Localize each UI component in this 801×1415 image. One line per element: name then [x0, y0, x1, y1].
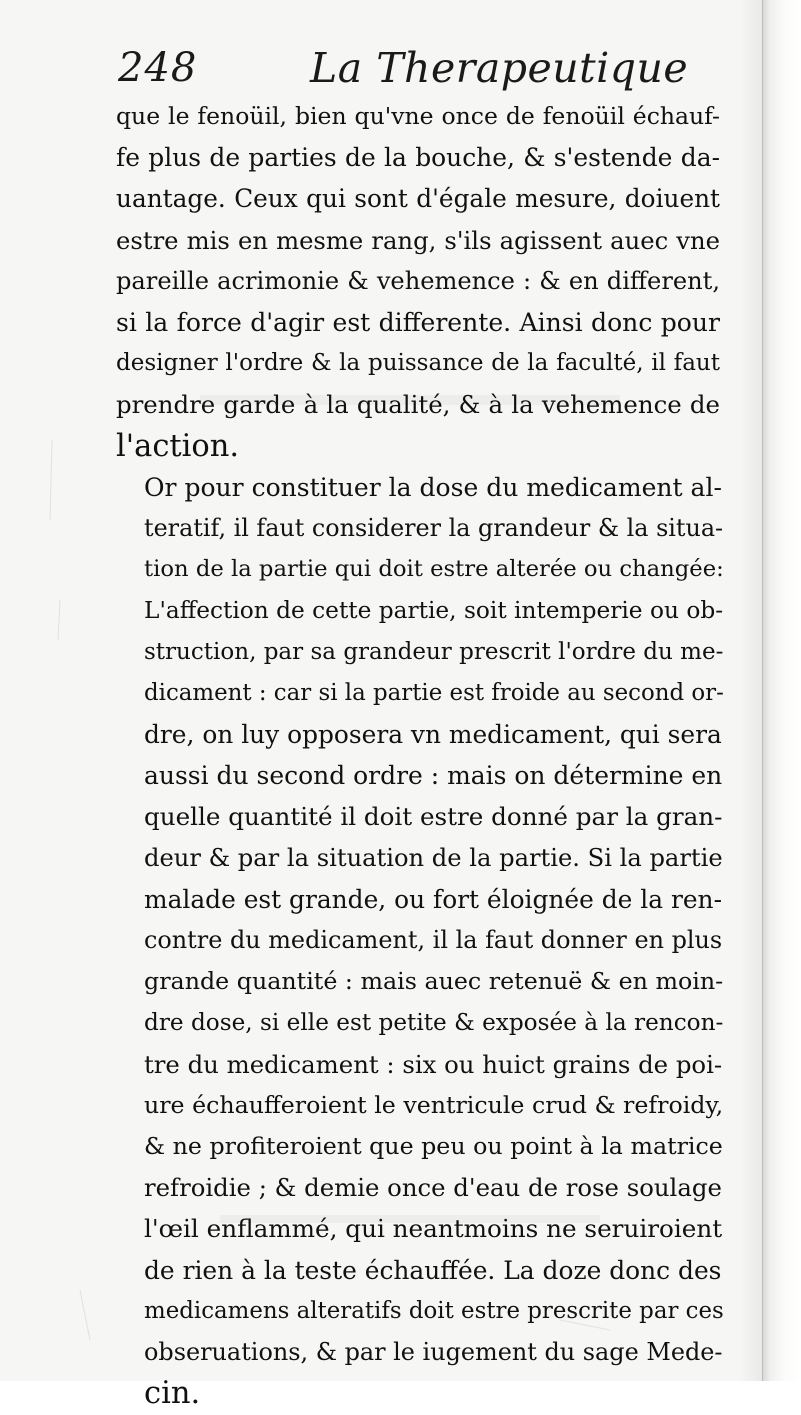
text-line: fe plus de parties de la bouche, & s'estende da-	[116, 143, 720, 173]
text-line: l'œil enflammé, qui neantmoins ne seruiroient	[144, 1214, 723, 1244]
text-line: L'affection de cette partie, soit intemperie ou ob-	[144, 597, 724, 625]
text-line: teratif, il faut considerer la grandeur & la situa-	[144, 514, 724, 543]
text-line: dre dose, si elle est petite & exposée à la rencon-	[144, 1009, 724, 1037]
text-line: & ne profiteroient que peu ou point à la matrice	[144, 1132, 723, 1161]
text-line: medicamens alteratifs doit estre prescrite par ces	[144, 1297, 724, 1324]
text-line: de rien à la teste échauffée. La doze donc des	[144, 1255, 722, 1285]
running-title: La Therapeutique	[310, 44, 689, 92]
paragraph-2	[116, 467, 724, 1415]
text-line: pareille acrimonie & vehemence : & en different,	[116, 266, 720, 295]
text-line: dicament : car si la partie est froide au second or-	[144, 679, 724, 706]
text-line: grande quantité : mais auec retenuë & en moin-	[144, 967, 724, 996]
text-line: tre du medicament : six ou huict grains de poi-	[144, 1049, 723, 1079]
text-line: quelle quantité il doit estre donné par la gran-	[144, 802, 723, 832]
text-line: Or pour constituer la dose du medicament al-	[144, 472, 722, 502]
page-edge	[762, 0, 801, 1381]
text-line: que le fenoüil, bien qu'vne once de fenoüil échauf-	[116, 102, 720, 130]
text-line: estre mis en mesme rang, s'ils agissent auec vne	[116, 225, 720, 255]
text-line: designer l'ordre & la puissance de la faculté, il faut	[116, 350, 720, 377]
page-header	[118, 42, 718, 94]
gutter-shadow	[740, 0, 764, 1381]
text-line: uantage. Ceux qui sont d'égale mesure, doiuent	[116, 184, 720, 214]
text-line: tion de la partie qui doit estre alterée ou changée:	[144, 556, 724, 583]
text-line: struction, par sa grandeur prescrit l'ordre du me-	[144, 638, 724, 665]
text-line: malade est grande, ou fort éloignée de la ren-	[144, 884, 722, 914]
text-line: ure échaufferoient le ventricule crud & refroidy,	[144, 1090, 724, 1119]
paragraph-1	[116, 96, 720, 467]
text-line: aussi du second ordre : mais on détermine en	[144, 761, 723, 791]
text-line: si la force d'agir est differente. Ainsi donc pour	[116, 308, 720, 338]
page-number: 248	[118, 45, 198, 91]
text-line: cin.	[144, 1376, 201, 1412]
text-line: obseruations, & par le iugement du sage Mede-	[144, 1338, 723, 1367]
text-line: refroidie ; & demie once d'eau de rose soulage	[144, 1173, 722, 1203]
text-line: prendre garde à la qualité, & à la vehemence de	[116, 390, 720, 420]
text-line: deur & par la situation de la partie. Si la partie	[144, 843, 723, 872]
text-line: l'action.	[116, 428, 240, 464]
body-text	[116, 96, 724, 1415]
text-line: dre, on luy opposera vn medicament, qui sera	[144, 720, 722, 750]
text-line: contre du medicament, il la faut donner en plus	[144, 926, 723, 955]
